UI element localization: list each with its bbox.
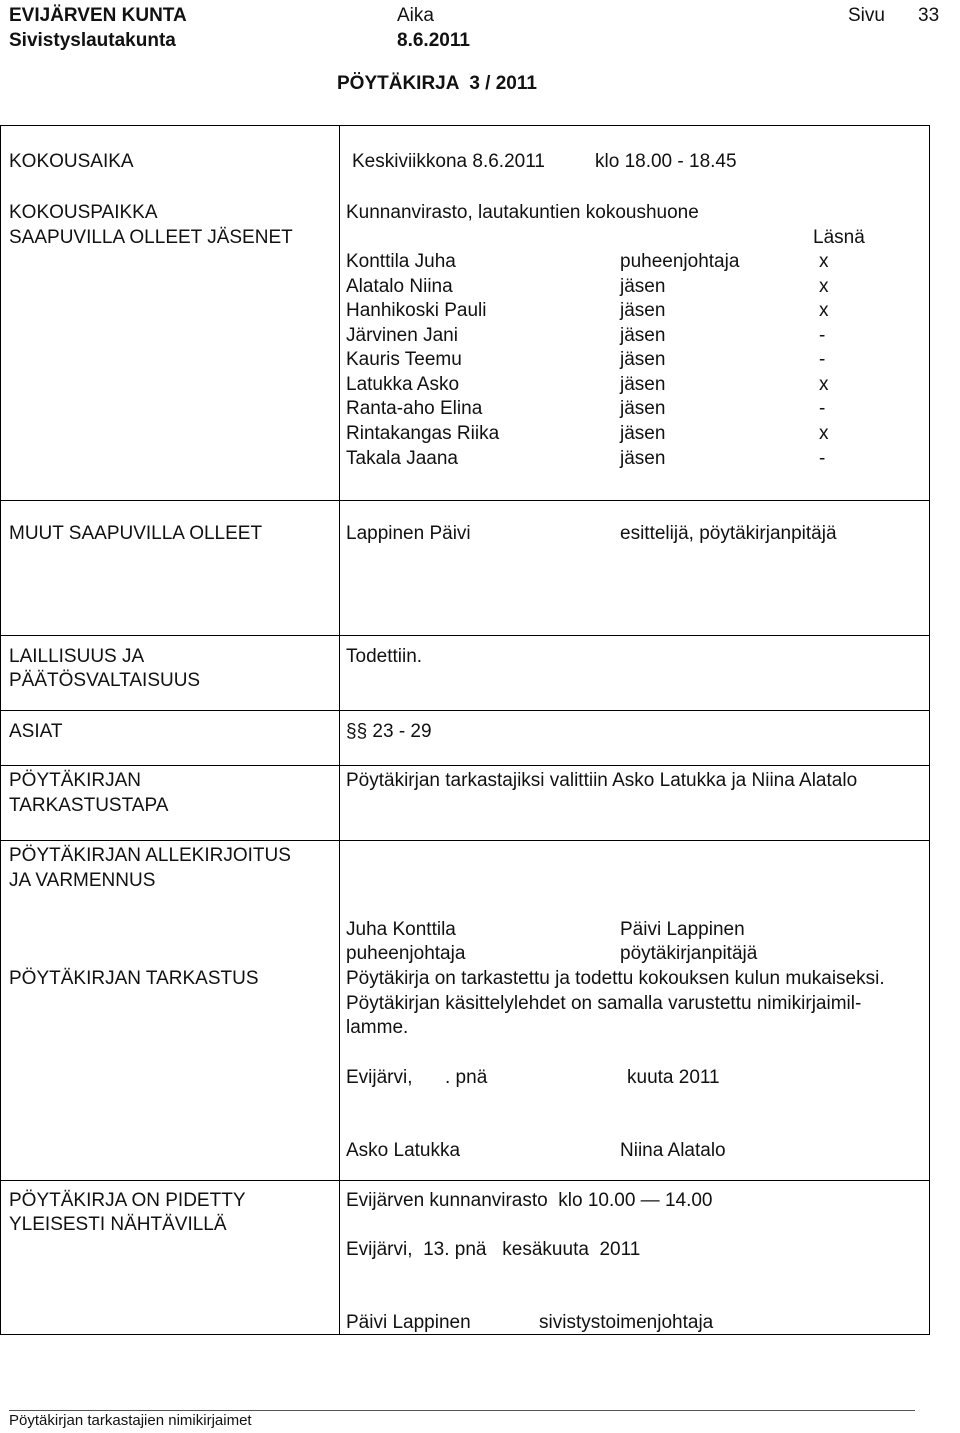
meeting-place-value: Kunnanvirasto, lautakuntien kokoushuone: [346, 202, 699, 223]
member-role: jäsen: [620, 423, 666, 444]
member-role: jäsen: [620, 276, 666, 297]
legality-label-line1: LAILLISUUS JA: [9, 646, 145, 667]
member-role: jäsen: [620, 398, 666, 419]
secretary-role: pöytäkirjanpitäjä: [620, 943, 758, 964]
header-date: 8.6.2011: [397, 30, 470, 51]
present-header: Läsnä: [813, 227, 865, 248]
public-where: Evijärven kunnanvirasto klo 10.00 — 14.00: [346, 1190, 713, 1211]
board-name: Sivistyslautakunta: [9, 30, 176, 51]
meeting-clock: klo 18.00 - 18.45: [595, 151, 737, 172]
member-name: Latukka Asko: [346, 374, 460, 395]
member-present: x: [819, 423, 829, 444]
items-label: ASIAT: [9, 721, 63, 742]
public-label-line1: PÖYTÄKIRJA ON PIDETTY: [9, 1190, 246, 1211]
legality-value: Todettiin.: [346, 646, 423, 667]
member-name: Konttila Juha: [346, 251, 456, 272]
others-name: Lappinen Päivi: [346, 523, 471, 544]
member-present: -: [819, 325, 826, 346]
member-name: Ranta-aho Elina: [346, 398, 483, 419]
meeting-place-label: KOKOUSPAIKKA: [9, 202, 158, 223]
inspection-day: . pnä: [445, 1067, 488, 1088]
row-separator: [0, 840, 930, 841]
official-role: sivistystoimenjohtaja: [539, 1312, 714, 1333]
official-name: Päivi Lappinen: [346, 1312, 471, 1333]
inspector-1-name: Asko Latukka: [346, 1140, 461, 1161]
member-role: jäsen: [620, 325, 666, 346]
inspection-text-line2: Pöytäkirjan käsittelylehdet on samalla varustettu nimikirjaimil-: [346, 993, 862, 1014]
meeting-time-value: Keskiviikkona 8.6.2011: [352, 151, 545, 172]
member-present: x: [819, 251, 829, 272]
member-present: x: [819, 374, 829, 395]
member-name: Rintakangas Riika: [346, 423, 500, 444]
member-role: jäsen: [620, 374, 666, 395]
row-separator: [0, 635, 930, 636]
inspection-month: kuuta 2011: [627, 1067, 720, 1088]
time-label: Aika: [397, 5, 434, 26]
signature-label-line2: JA VARMENNUS: [9, 870, 156, 891]
secretary-name: Päivi Lappinen: [620, 919, 745, 940]
inspection-method-label-line1: PÖYTÄKIRJAN: [9, 770, 141, 791]
page-label: Sivu: [848, 5, 885, 26]
member-name: Järvinen Jani: [346, 325, 458, 346]
row-separator: [0, 765, 930, 766]
member-role: jäsen: [620, 448, 666, 469]
table-top-border: [0, 125, 930, 126]
public-label-line2: YLEISESTI NÄHTÄVILLÄ: [9, 1214, 227, 1235]
member-present: -: [819, 349, 826, 370]
table-right-border: [929, 125, 930, 1335]
inspection-label: PÖYTÄKIRJAN TARKASTUS: [9, 968, 259, 989]
member-role: jäsen: [620, 349, 666, 370]
member-present: x: [819, 300, 829, 321]
inspection-place: Evijärvi,: [346, 1067, 413, 1088]
chair-name: Juha Konttila: [346, 919, 456, 940]
legality-label-line2: PÄÄTÖSVALTAISUUS: [9, 670, 201, 691]
org-name: EVIJÄRVEN KUNTA: [9, 5, 187, 26]
inspection-method-value: Pöytäkirjan tarkastajiksi valittiin Asko Latukka ja Niina Alatalo: [346, 770, 858, 791]
meeting-time-label: KOKOUSAIKA: [9, 151, 134, 172]
row-separator: [0, 1180, 930, 1181]
member-role: puheenjohtaja: [620, 251, 740, 272]
others-label: MUUT SAAPUVILLA OLLEET: [9, 523, 263, 544]
member-name: Alatalo Niina: [346, 276, 453, 297]
document-title: PÖYTÄKIRJA 3 / 2011: [337, 73, 537, 94]
member-name: Kauris Teemu: [346, 349, 462, 370]
member-role: jäsen: [620, 300, 666, 321]
inspector-2-name: Niina Alatalo: [620, 1140, 726, 1161]
members-label: SAAPUVILLA OLLEET JÄSENET: [9, 227, 293, 248]
column-divider: [339, 125, 340, 1335]
row-separator: [0, 500, 930, 501]
signature-label-line1: PÖYTÄKIRJAN ALLEKIRJOITUS: [9, 845, 291, 866]
table-left-border: [0, 125, 1, 1335]
row-separator: [0, 710, 930, 711]
page-number: 33: [918, 5, 940, 26]
footer-text: Pöytäkirjan tarkastajien nimikirjaimet: [9, 1412, 252, 1429]
public-date: Evijärvi, 13. pnä kesäkuuta 2011: [346, 1239, 641, 1260]
inspection-method-label-line2: TARKASTUSTAPA: [9, 795, 169, 816]
chair-role: puheenjohtaja: [346, 943, 466, 964]
others-role: esittelijä, pöytäkirjanpitäjä: [620, 523, 837, 544]
member-name: Takala Jaana: [346, 448, 458, 469]
member-present: -: [819, 448, 826, 469]
member-name: Hanhikoski Pauli: [346, 300, 487, 321]
items-value: §§ 23 - 29: [346, 721, 432, 742]
member-present: -: [819, 398, 826, 419]
member-present: x: [819, 276, 829, 297]
inspection-text-line3: lamme.: [346, 1017, 409, 1038]
inspection-text-line1: Pöytäkirja on tarkastettu ja todettu kokouksen kulun mukaiseksi.: [346, 968, 885, 989]
